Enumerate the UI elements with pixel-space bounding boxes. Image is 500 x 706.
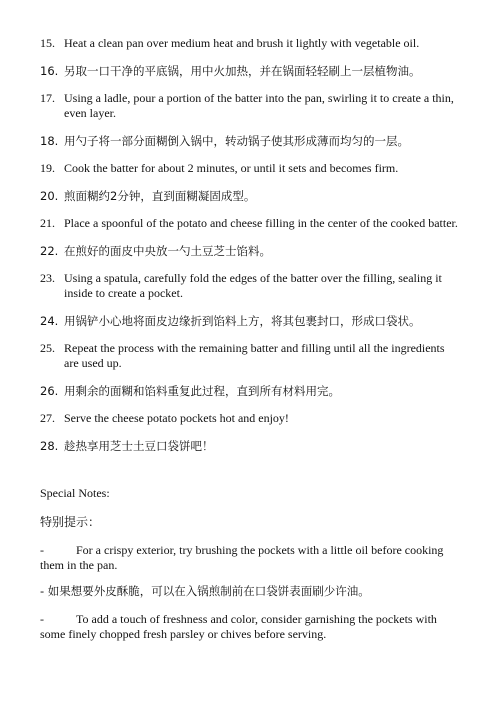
note-dash: - xyxy=(40,543,44,557)
note-text: For a crispy exterior, try brushing the pockets with a little oil before cooking them in the pan. xyxy=(40,543,444,572)
step-number: 22. xyxy=(40,244,59,258)
step-item xyxy=(40,383,458,399)
step-item xyxy=(40,438,458,454)
step-number: 27. xyxy=(40,411,55,425)
step-number: 19. xyxy=(40,161,55,175)
step-number: 23. xyxy=(40,271,55,285)
step-text: Serve the cheese potato pockets hot and enjoy! xyxy=(64,411,289,425)
note-item-zh: - 如果想要外皮酥脆，可以在入锅煎制前在口袋饼表面刷少许油。 xyxy=(40,584,370,598)
step-text: 另取一口干净的平底锅，用中火加热，并在锅面轻轻刷上一层植物油。 xyxy=(64,64,421,78)
step-item xyxy=(40,91,458,121)
special-notes-heading: Special Notes: xyxy=(40,486,110,500)
step-item xyxy=(40,243,458,259)
step-number: 17. xyxy=(40,91,55,105)
step-number: 25. xyxy=(40,341,55,355)
step-text: 用勺子将一部分面糊倒入锅中，转动锅子使其形成薄而均匀的一层。 xyxy=(64,134,409,148)
step-item xyxy=(40,216,458,231)
special-notes-heading-zh: 特别提示： xyxy=(40,515,101,529)
step-text: 煎面糊约2分钟，直到面糊凝固成型。 xyxy=(64,189,256,203)
step-number: 28. xyxy=(40,439,59,453)
note-dash: - xyxy=(40,612,44,626)
step-item xyxy=(40,36,458,51)
step-text: 用剩余的面糊和馅料重复此过程，直到所有材料用完。 xyxy=(64,384,340,398)
step-text: Using a spatula, carefully fold the edges of the batter over the filling, sealing it inside to create a pocket. xyxy=(64,271,442,300)
step-item xyxy=(40,313,458,329)
step-text: Heat a clean pan over medium heat and brush it lightly with vegetable oil. xyxy=(64,36,420,50)
step-item xyxy=(40,63,458,79)
step-text: Using a ladle, pour a portion of the batter into the pan, swirling it to create a thin, even layer. xyxy=(64,91,454,120)
step-text: Cook the batter for about 2 minutes, or until it sets and becomes firm. xyxy=(64,161,399,175)
step-number: 15. xyxy=(40,36,55,50)
step-item xyxy=(40,411,458,426)
step-text: Repeat the process with the remaining batter and filling until all the ingredients are used up. xyxy=(64,341,445,370)
step-item xyxy=(40,271,458,301)
step-number: 18. xyxy=(40,134,59,148)
step-number: 21. xyxy=(40,216,55,230)
step-text: 用锅铲小心地将面皮边缘折到馅料上方，将其包裹封口，形成口袋状。 xyxy=(64,314,421,328)
step-number: 16. xyxy=(40,64,59,78)
note-text: To add a touch of freshness and color, consider garnishing the pockets with some finely chopped fresh parsley or chives before serving. xyxy=(40,612,437,641)
step-item xyxy=(40,341,458,371)
step-text: 趁热享用芝士土豆口袋饼吧！ xyxy=(64,439,214,453)
step-number: 20. xyxy=(40,189,59,203)
step-number: 26. xyxy=(40,384,59,398)
note-item xyxy=(40,543,458,573)
instruction-steps-list xyxy=(40,36,458,466)
step-item xyxy=(40,161,458,176)
step-text: 在煎好的面皮中央放一勺土豆芝士馅料。 xyxy=(64,244,271,258)
note-item xyxy=(40,612,458,642)
step-item xyxy=(40,188,458,204)
step-item xyxy=(40,133,458,149)
step-number: 24. xyxy=(40,314,59,328)
step-text: Place a spoonful of the potato and cheese filling in the center of the cooked batter. xyxy=(64,216,458,230)
